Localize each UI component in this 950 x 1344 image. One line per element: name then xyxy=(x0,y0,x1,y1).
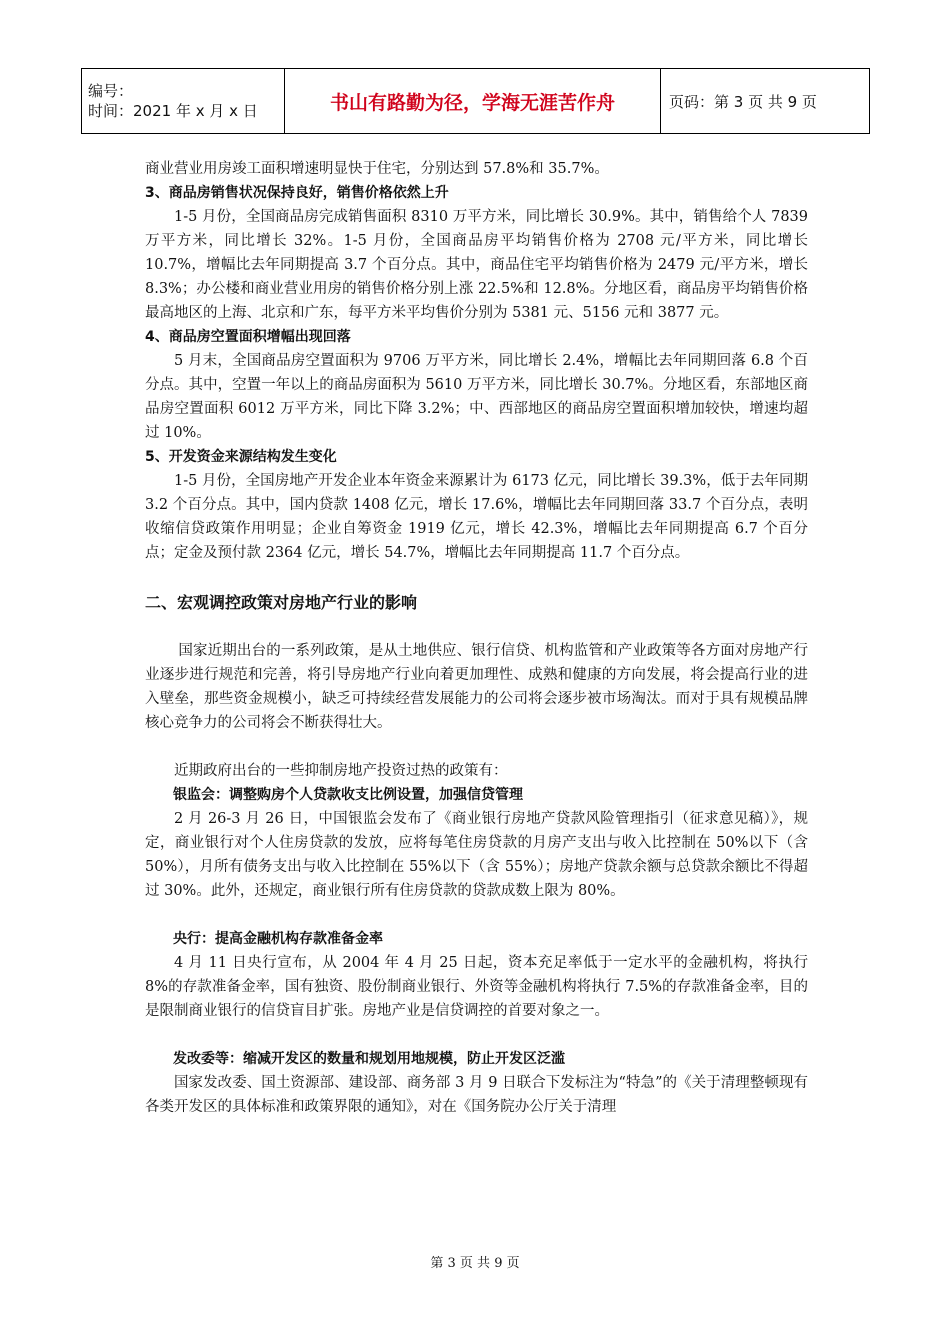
page-footer: 第 3 页 共 9 页 xyxy=(430,1256,520,1271)
heading-pboc: 央行：提高金融机构存款准备金率 xyxy=(173,931,383,947)
document-header xyxy=(81,68,870,134)
header-date: 时间：2021 年 x 月 x 日 xyxy=(88,102,258,120)
header-number: 编号： xyxy=(88,82,134,100)
paragraph-sales: 1-5 月份，全国商品房完成销售面积 8310 万平方米，同比增长 30.9%。其中，销售给个人 7839 万平方米，同比增长 32%。1-5 月份，全国商品房平均销售价格为 2708 元/平方米，同比增长 10.7%，增幅比去年同期提高 3.7 个百分点。其中，商品住宅平均销售价格为 2479 元/平方米，增长 8.3%；办公楼和商业营业用房的销售价格分别上涨 22.5%和 12.8%。分地区看，商品房平均销售价格最高地区的上海、北京和广东，每平方米平均售价分别为 5381 元、5156 元和 3877 元。 xyxy=(145,209,808,321)
heading-sales: 3、商品房销售状况保持良好，销售价格依然上升 xyxy=(145,185,449,201)
document-body xyxy=(145,157,808,1119)
header-page-number: 页码：第 3 页 共 9 页 xyxy=(661,69,870,134)
section-heading-policy-impact: 二、宏观调控政策对房地产行业的影响 xyxy=(145,593,418,612)
paragraph-funds: 1-5 月份，全国房地产开发企业本年资金来源累计为 6173 亿元，同比增长 39.3%，低于去年同期 3.2 个百分点。其中，国内贷款 1408 亿元，增长 17.6%，增幅比去年同期回落 33.7 个百分点，表明收缩信贷政策作用明显；企业自筹资金 1919 亿元，增长 42.3%，增幅比去年同期提高 6.7 个百分点；定金及预付款 2364 亿元，增长 54.7%，增幅比去年同期提高 11.7 个百分点。 xyxy=(145,473,808,561)
paragraph-cbrc: 2 月 26-3 月 26 日，中国银监会发布了《商业银行房地产贷款风险管理指引（征求意见稿）》，规定，商业银行对个人住房贷款的发放，应将每笔住房贷款的月房产支出与收入比控制在 50%以下（含 50%），月所有债务支出与收入比控制在 55%以下（含 55%）；房地产贷款余额与总贷款余额比不得超过 30%。此外，还规定，商业银行所有住房贷款的贷款成数上限为 80%。 xyxy=(145,811,808,899)
paragraph-ndrc: 国家发改委、国土资源部、建设部、商务部 3 月 9 日联合下发标注为“特急”的《关于清理整顿现有各类开发区的具体标准和政策界限的通知》，对在《国务院办公厅关于清理 xyxy=(145,1075,808,1115)
heading-cbrc: 银监会：调整购房个人贷款收支比例设置，加强信贷管理 xyxy=(173,787,523,803)
paragraph-policy: 国家近期出台的一系列政策，是从土地供应、银行信贷、机构监管和产业政策等各方面对房地产行业逐步进行规范和完善，将引导房地产行业向着更加理性、成熟和健康的方向发展，将会提高行业的进入壁垒，那些资金规模小，缺乏可持续经营发展能力的公司将会逐步被市场淘汰。而对于具有规模品牌核心竞争力的公司将会不断获得壮大。 xyxy=(145,643,808,731)
paragraph-vacancy: 5 月末，全国商品房空置面积为 9706 万平方米，同比增长 2.4%，增幅比去年同期回落 6.8 个百分点。其中，空置一年以上的商品房面积为 5610 万平方米，同比增长 30.7%。分地区看，东部地区商品房空置面积 6012 万平方米，同比下降 3.2%；中、西部地区的商品房空置面积增加较快，增速均超过 10%。 xyxy=(145,353,808,441)
paragraph-completion-growth: 商业营业用房竣工面积增速明显快于住宅，分别达到 57.8%和 35.7%。 xyxy=(145,161,609,177)
paragraph-recent-policies: 近期政府出台的一些抑制房地产投资过热的政策有： xyxy=(174,763,508,779)
header-motto: 书山有路勤为径，学海无涯苦作舟 xyxy=(285,69,661,134)
heading-ndrc: 发改委等：缩减开发区的数量和规划用地规模，防止开发区泛滥 xyxy=(173,1051,565,1067)
paragraph-pboc: 4 月 11 日央行宣布，从 2004 年 4 月 25 日起，资本充足率低于一定水平的金融机构，将执行 8%的存款准备金率，国有独资、股份制商业银行、外资等金融机构将执行 7.5%的存款准备金率，目的是限制商业银行的信贷盲目扩张。房地产业是信贷调控的首要对象之一。 xyxy=(145,955,808,1019)
header-info-cell xyxy=(82,69,285,134)
heading-vacancy: 4、商品房空置面积增幅出现回落 xyxy=(145,329,351,345)
heading-funds: 5、开发资金来源结构发生变化 xyxy=(145,449,337,465)
